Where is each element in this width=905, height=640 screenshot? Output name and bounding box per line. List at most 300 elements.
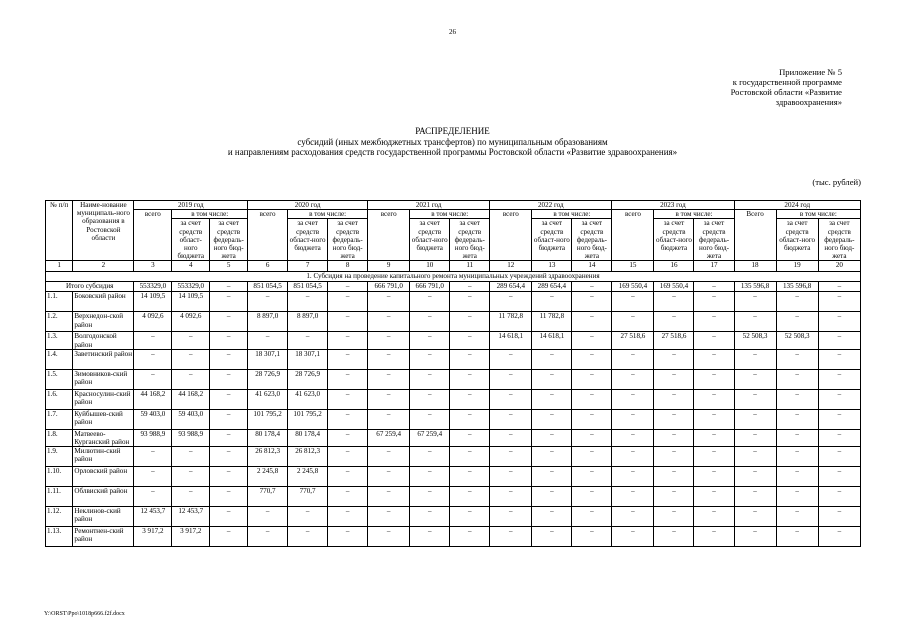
value-cell: – [654, 312, 694, 332]
total-cell: 289 654,4 [532, 282, 572, 292]
column-number: 11 [450, 261, 490, 272]
value-cell: – [734, 312, 776, 332]
column-number: 6 [248, 261, 288, 272]
value-cell: – [134, 447, 172, 467]
value-cell: – [328, 332, 368, 349]
table-row [46, 429, 861, 446]
column-number: 12 [490, 261, 532, 272]
value-cell: – [410, 467, 450, 487]
value-cell: 41 623,0 [288, 389, 328, 409]
value-cell: – [818, 369, 860, 389]
value-cell: 26 812,3 [248, 447, 288, 467]
value-cell: – [532, 429, 572, 446]
title-line-1: субсидий (иных межбюджетных трансфертов) по муниципальным образованиям [297, 136, 608, 147]
header-including-4: в том числе: [654, 210, 734, 219]
value-cell: 52 508,3 [734, 332, 776, 349]
value-cell: – [450, 409, 490, 429]
value-cell: – [776, 409, 818, 429]
table-row [46, 292, 861, 312]
header-regional-budget-5: за счет средств област-ного бюджета [776, 219, 818, 261]
value-cell: – [368, 507, 410, 527]
header-federal-budget-5: за счет средств федераль-ного бюд-жета [818, 219, 860, 261]
value-cell: – [410, 292, 450, 312]
value-cell: – [248, 527, 288, 547]
value-cell: – [450, 429, 490, 446]
value-cell: 27 518,6 [654, 332, 694, 349]
value-cell: – [654, 487, 694, 507]
value-cell: – [490, 507, 532, 527]
header-year-2021: 2021 год [368, 201, 490, 210]
value-cell: 67 259,4 [368, 429, 410, 446]
table-row [46, 312, 861, 332]
file-path-footer: Y:\ORST\Ppo\1018p666.f2f.docx [44, 611, 125, 617]
value-cell: – [734, 487, 776, 507]
value-cell: – [532, 369, 572, 389]
value-cell: – [368, 349, 410, 369]
value-cell: – [210, 292, 248, 312]
value-cell: – [450, 369, 490, 389]
value-cell: – [368, 447, 410, 467]
value-cell: – [410, 312, 450, 332]
value-cell: – [612, 409, 654, 429]
value-cell: – [172, 447, 210, 467]
header-number: № п/п [46, 201, 73, 261]
value-cell: – [410, 487, 450, 507]
value-cell: – [328, 292, 368, 312]
value-cell: – [450, 487, 490, 507]
value-cell: 44 168,2 [172, 389, 210, 409]
municipality-name: Волгодонской район [73, 332, 134, 349]
table-row [46, 527, 861, 547]
total-cell: – [328, 282, 368, 292]
total-cell: 666 791,0 [410, 282, 450, 292]
value-cell: – [654, 389, 694, 409]
header-municipality: Наиме-нование муниципаль-ного образования в Ростовской области [73, 201, 134, 261]
value-cell: – [694, 429, 734, 446]
value-cell: – [572, 312, 612, 332]
row-number: 1.6. [46, 389, 73, 409]
value-cell: – [490, 447, 532, 467]
value-cell: – [654, 369, 694, 389]
value-cell: 80 178,4 [288, 429, 328, 446]
header-regional-budget-3: за счет средств област-ного бюджета [532, 219, 572, 261]
value-cell: – [328, 409, 368, 429]
value-cell: – [818, 409, 860, 429]
value-cell: – [776, 312, 818, 332]
value-cell: – [694, 369, 734, 389]
value-cell: – [532, 507, 572, 527]
header-federal-budget-4: за счет средств федераль-ного бюд-жета [694, 219, 734, 261]
municipality-name: Матвеево-Курганский район [73, 429, 134, 446]
value-cell: – [734, 429, 776, 446]
header-regional-budget-1: за счет средств област-ного бюджета [288, 219, 328, 261]
value-cell: 41 623,0 [248, 389, 288, 409]
value-cell: – [134, 467, 172, 487]
value-cell: – [818, 487, 860, 507]
value-cell: – [210, 447, 248, 467]
value-cell: – [288, 507, 328, 527]
value-cell: – [410, 507, 450, 527]
value-cell: – [490, 467, 532, 487]
value-cell: – [210, 487, 248, 507]
value-cell: – [450, 527, 490, 547]
row-number: 1.2. [46, 312, 73, 332]
municipality-name: Ремонтнен-ский район [73, 527, 134, 547]
value-cell: – [572, 292, 612, 312]
value-cell: – [134, 487, 172, 507]
section-title: 1. Субсидия на проведение капитального ремонта муниципальных учреждений здравоохранения [46, 272, 861, 282]
value-cell: – [172, 467, 210, 487]
header-federal-budget-2: за счет средств федераль-ного бюд-жета [450, 219, 490, 261]
value-cell: – [776, 389, 818, 409]
total-row [46, 282, 861, 292]
value-cell: – [368, 527, 410, 547]
value-cell: – [818, 332, 860, 349]
row-number: 1.11. [46, 487, 73, 507]
value-cell: – [612, 467, 654, 487]
table-row [46, 467, 861, 487]
column-number: 9 [368, 261, 410, 272]
municipality-name: Боковский район [73, 292, 134, 312]
column-number: 5 [210, 261, 248, 272]
value-cell: – [532, 389, 572, 409]
total-cell: 851 054,5 [248, 282, 288, 292]
value-cell: – [734, 447, 776, 467]
header-total-4: всего [612, 210, 654, 261]
total-cell: 135 596,8 [734, 282, 776, 292]
value-cell: – [654, 429, 694, 446]
value-cell: – [818, 389, 860, 409]
header-federal-budget-0: за счет средств федераль-ного бюд-жета [210, 219, 248, 261]
column-number: 15 [612, 261, 654, 272]
value-cell: – [490, 527, 532, 547]
header-regional-budget-4: за счет средств област-ного бюджета [654, 219, 694, 261]
value-cell: 26 812,3 [288, 447, 328, 467]
header-year-2019: 2019 год [134, 201, 248, 210]
value-cell: – [694, 389, 734, 409]
value-cell: – [734, 369, 776, 389]
column-number: 2 [73, 261, 134, 272]
value-cell: – [694, 527, 734, 547]
value-cell: – [818, 429, 860, 446]
value-cell: – [776, 447, 818, 467]
value-cell: – [328, 369, 368, 389]
header-total-3: всего [490, 210, 532, 261]
value-cell: – [328, 487, 368, 507]
value-cell: – [776, 527, 818, 547]
value-cell: – [210, 349, 248, 369]
value-cell: – [694, 349, 734, 369]
appendix-note [682, 67, 842, 107]
value-cell: 4 092,6 [172, 312, 210, 332]
value-cell: – [572, 349, 612, 369]
value-cell: 93 988,9 [172, 429, 210, 446]
value-cell: – [368, 409, 410, 429]
value-cell: – [818, 507, 860, 527]
value-cell: – [410, 369, 450, 389]
value-cell: – [450, 447, 490, 467]
value-cell: 18 307,1 [288, 349, 328, 369]
total-cell: – [572, 282, 612, 292]
value-cell: – [368, 369, 410, 389]
value-cell: – [532, 527, 572, 547]
value-cell: – [532, 487, 572, 507]
value-cell: – [210, 467, 248, 487]
total-cell: 169 550,4 [612, 282, 654, 292]
value-cell: 3 917,2 [134, 527, 172, 547]
value-cell: – [572, 527, 612, 547]
value-cell: – [572, 369, 612, 389]
value-cell: 28 726,9 [288, 369, 328, 389]
table-row [46, 409, 861, 429]
value-cell: – [134, 369, 172, 389]
value-cell: 3 917,2 [172, 527, 210, 547]
value-cell: – [450, 312, 490, 332]
value-cell: 93 988,9 [134, 429, 172, 446]
value-cell: – [172, 332, 210, 349]
header-year-2022: 2022 год [490, 201, 612, 210]
header-regional-budget-0: за счет средств област-ного бюджета [172, 219, 210, 261]
value-cell: – [572, 409, 612, 429]
value-cell: 2 245,8 [248, 467, 288, 487]
value-cell: – [776, 429, 818, 446]
value-cell: – [776, 349, 818, 369]
column-number: 3 [134, 261, 172, 272]
column-number: 16 [654, 261, 694, 272]
header-including-1: в том числе: [288, 210, 368, 219]
value-cell: 770,7 [288, 487, 328, 507]
value-cell: – [612, 429, 654, 446]
value-cell: – [654, 507, 694, 527]
value-cell: – [612, 312, 654, 332]
value-cell: – [694, 467, 734, 487]
column-number: 20 [818, 261, 860, 272]
value-cell: 27 518,6 [612, 332, 654, 349]
value-cell: – [818, 349, 860, 369]
row-number: 1.3. [46, 332, 73, 349]
value-cell: – [694, 487, 734, 507]
value-cell: – [776, 292, 818, 312]
value-cell: – [532, 467, 572, 487]
appendix-line-2: к государственной программе [732, 77, 842, 87]
value-cell: – [210, 429, 248, 446]
value-cell: 2 245,8 [288, 467, 328, 487]
value-cell: – [368, 312, 410, 332]
value-cell: – [172, 369, 210, 389]
value-cell: – [210, 527, 248, 547]
value-cell: – [734, 507, 776, 527]
total-cell: 289 654,4 [490, 282, 532, 292]
value-cell: – [694, 332, 734, 349]
table-row [46, 349, 861, 369]
row-number: 1.13. [46, 527, 73, 547]
column-number: 17 [694, 261, 734, 272]
title-line-2: и направлениям расходования средств государственной программы Ростовской области «Развитие здравоохранения» [227, 147, 678, 157]
header-total-0: всего [134, 210, 172, 261]
value-cell: 14 618,1 [532, 332, 572, 349]
value-cell: – [776, 467, 818, 487]
value-cell: – [328, 507, 368, 527]
value-cell: 14 109,5 [134, 292, 172, 312]
value-cell: – [410, 349, 450, 369]
column-number: 4 [172, 261, 210, 272]
value-cell: – [694, 507, 734, 527]
value-cell: 18 307,1 [248, 349, 288, 369]
municipality-name: Красносулин-ский район [73, 389, 134, 409]
value-cell: – [572, 332, 612, 349]
value-cell: – [328, 467, 368, 487]
total-cell: 851 054,5 [288, 282, 328, 292]
value-cell: 44 168,2 [134, 389, 172, 409]
header-total-1: всего [248, 210, 288, 261]
value-cell: – [328, 312, 368, 332]
value-cell: – [450, 349, 490, 369]
value-cell: – [572, 507, 612, 527]
table-row [46, 369, 861, 389]
row-number: 1.9. [46, 447, 73, 467]
value-cell: – [734, 292, 776, 312]
column-number: 1 [46, 261, 73, 272]
municipality-name: Зимовников-ский район [73, 369, 134, 389]
column-number: 10 [410, 261, 450, 272]
total-cell: – [818, 282, 860, 292]
value-cell: – [734, 389, 776, 409]
header-total-5: Всего [734, 210, 776, 261]
column-number: 7 [288, 261, 328, 272]
value-cell: – [532, 349, 572, 369]
value-cell: – [776, 369, 818, 389]
section-row [46, 272, 861, 282]
value-cell: – [654, 349, 694, 369]
value-cell: – [210, 369, 248, 389]
value-cell: – [450, 292, 490, 312]
value-cell: – [532, 409, 572, 429]
value-cell: – [818, 312, 860, 332]
units-label: (тыс. рублей) [812, 177, 861, 187]
value-cell: – [654, 409, 694, 429]
municipality-name: Заветинский район [73, 349, 134, 369]
value-cell: – [612, 447, 654, 467]
value-cell: – [410, 527, 450, 547]
table-row [46, 389, 861, 409]
value-cell: – [490, 429, 532, 446]
value-cell: – [612, 292, 654, 312]
table-row [46, 487, 861, 507]
value-cell: – [410, 389, 450, 409]
value-cell: – [134, 332, 172, 349]
value-cell: – [328, 447, 368, 467]
total-cell: 553329,0 [134, 282, 172, 292]
subsidy-distribution-table [45, 200, 861, 547]
value-cell: 12 453,7 [172, 507, 210, 527]
row-number: 1.8. [46, 429, 73, 446]
value-cell: – [410, 409, 450, 429]
value-cell: – [654, 527, 694, 547]
municipality-name: Куйбышев-ский район [73, 409, 134, 429]
value-cell: – [818, 447, 860, 467]
column-numbers-row [46, 261, 861, 272]
value-cell: 4 092,6 [134, 312, 172, 332]
value-cell: – [490, 487, 532, 507]
value-cell: – [490, 349, 532, 369]
header-total-2: всего [368, 210, 410, 261]
document-title [0, 126, 905, 158]
value-cell: 52 508,3 [776, 332, 818, 349]
column-number: 13 [532, 261, 572, 272]
value-cell: – [210, 507, 248, 527]
value-cell: – [818, 467, 860, 487]
value-cell: – [612, 349, 654, 369]
value-cell: – [734, 467, 776, 487]
value-cell: – [172, 487, 210, 507]
value-cell: 8 897,0 [248, 312, 288, 332]
value-cell: – [734, 349, 776, 369]
row-number: 1.7. [46, 409, 73, 429]
value-cell: – [612, 487, 654, 507]
header-federal-budget-3: за счет средств федераль-ного бюд-жета [572, 219, 612, 261]
value-cell: – [368, 389, 410, 409]
header-including-2: в том числе: [410, 210, 490, 219]
value-cell: 59 403,0 [134, 409, 172, 429]
table-row [46, 447, 861, 467]
value-cell: – [612, 389, 654, 409]
value-cell: – [210, 389, 248, 409]
row-number: 1.5. [46, 369, 73, 389]
value-cell: 8 897,0 [288, 312, 328, 332]
value-cell: 59 403,0 [172, 409, 210, 429]
value-cell: – [210, 409, 248, 429]
header-regional-budget-2: за счет средств област-ного бюджета [410, 219, 450, 261]
appendix-line-3: Ростовской области «Развитие [730, 87, 842, 97]
municipality-name: Орловский район [73, 467, 134, 487]
value-cell: – [694, 292, 734, 312]
value-cell: – [694, 447, 734, 467]
value-cell: – [532, 292, 572, 312]
value-cell: – [410, 447, 450, 467]
total-cell: – [694, 282, 734, 292]
value-cell: 101 795,2 [248, 409, 288, 429]
value-cell: – [248, 332, 288, 349]
header-year-2024: 2024 год [734, 201, 861, 210]
value-cell: – [450, 507, 490, 527]
value-cell: – [328, 429, 368, 446]
value-cell: 11 782,8 [490, 312, 532, 332]
value-cell: – [368, 467, 410, 487]
total-cell: 169 550,4 [654, 282, 694, 292]
header-including-5: в том числе: [776, 210, 860, 219]
value-cell: – [450, 467, 490, 487]
value-cell: – [776, 507, 818, 527]
value-cell: – [288, 527, 328, 547]
value-cell: – [490, 409, 532, 429]
table-row [46, 332, 861, 349]
title-heading: РАСПРЕДЕЛЕНИЕ [415, 126, 490, 136]
total-label: Итого субсидия [46, 282, 134, 292]
value-cell: 28 726,9 [248, 369, 288, 389]
value-cell: 101 795,2 [288, 409, 328, 429]
header-year-2023: 2023 год [612, 201, 734, 210]
value-cell: – [410, 332, 450, 349]
value-cell: – [450, 332, 490, 349]
value-cell: – [694, 409, 734, 429]
municipality-name: Неклинов-ский район [73, 507, 134, 527]
value-cell: – [368, 487, 410, 507]
value-cell: – [134, 349, 172, 369]
value-cell: – [248, 292, 288, 312]
value-cell: 14 109,5 [172, 292, 210, 312]
value-cell: – [210, 332, 248, 349]
municipality-name: Верхнедон-ской район [73, 312, 134, 332]
